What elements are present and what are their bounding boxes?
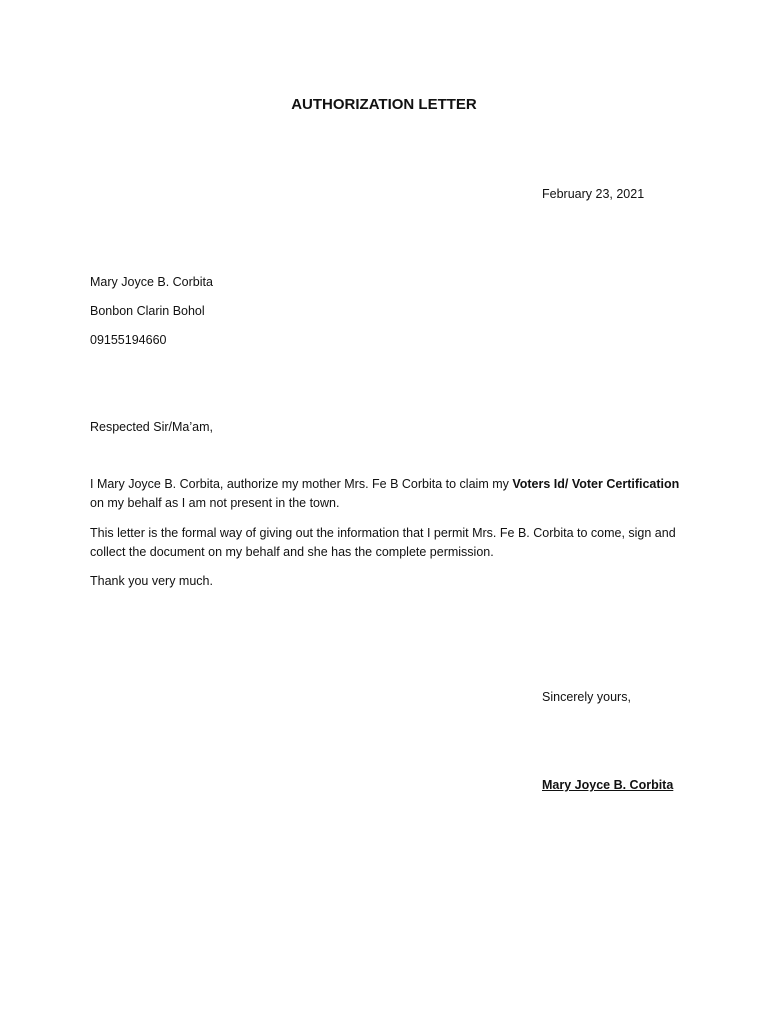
paragraph-1-bold-document: Voters Id/ Voter Certification	[512, 477, 680, 491]
paragraph-1-text-before: I Mary Joyce B. Corbita, authorize my mother Mrs. Fe B Corbita to claim my	[90, 477, 513, 491]
sender-address: Bonbon Clarin Bohol	[90, 304, 205, 318]
closing: Sincerely yours,	[542, 690, 631, 704]
letter-date: February 23, 2021	[542, 187, 645, 201]
letter-title: AUTHORIZATION LETTER	[291, 96, 477, 113]
body-paragraph-1	[90, 475, 680, 513]
body-paragraph-3: Thank you very much.	[90, 574, 213, 588]
body-paragraph-2: This letter is the formal way of giving out the information that I permit Mrs. Fe B. Corbita to come, sign and collect the document on my behalf and she has the complete permission.	[90, 526, 676, 559]
sender-name: Mary Joyce B. Corbita	[90, 275, 213, 289]
sender-phone: 09155194660	[90, 333, 167, 347]
paragraph-1-text-after: on my behalf as I am not present in the town.	[90, 496, 340, 510]
signature-name: Mary Joyce B. Corbita	[542, 778, 674, 792]
salutation: Respected Sir/Ma’am,	[90, 420, 213, 434]
